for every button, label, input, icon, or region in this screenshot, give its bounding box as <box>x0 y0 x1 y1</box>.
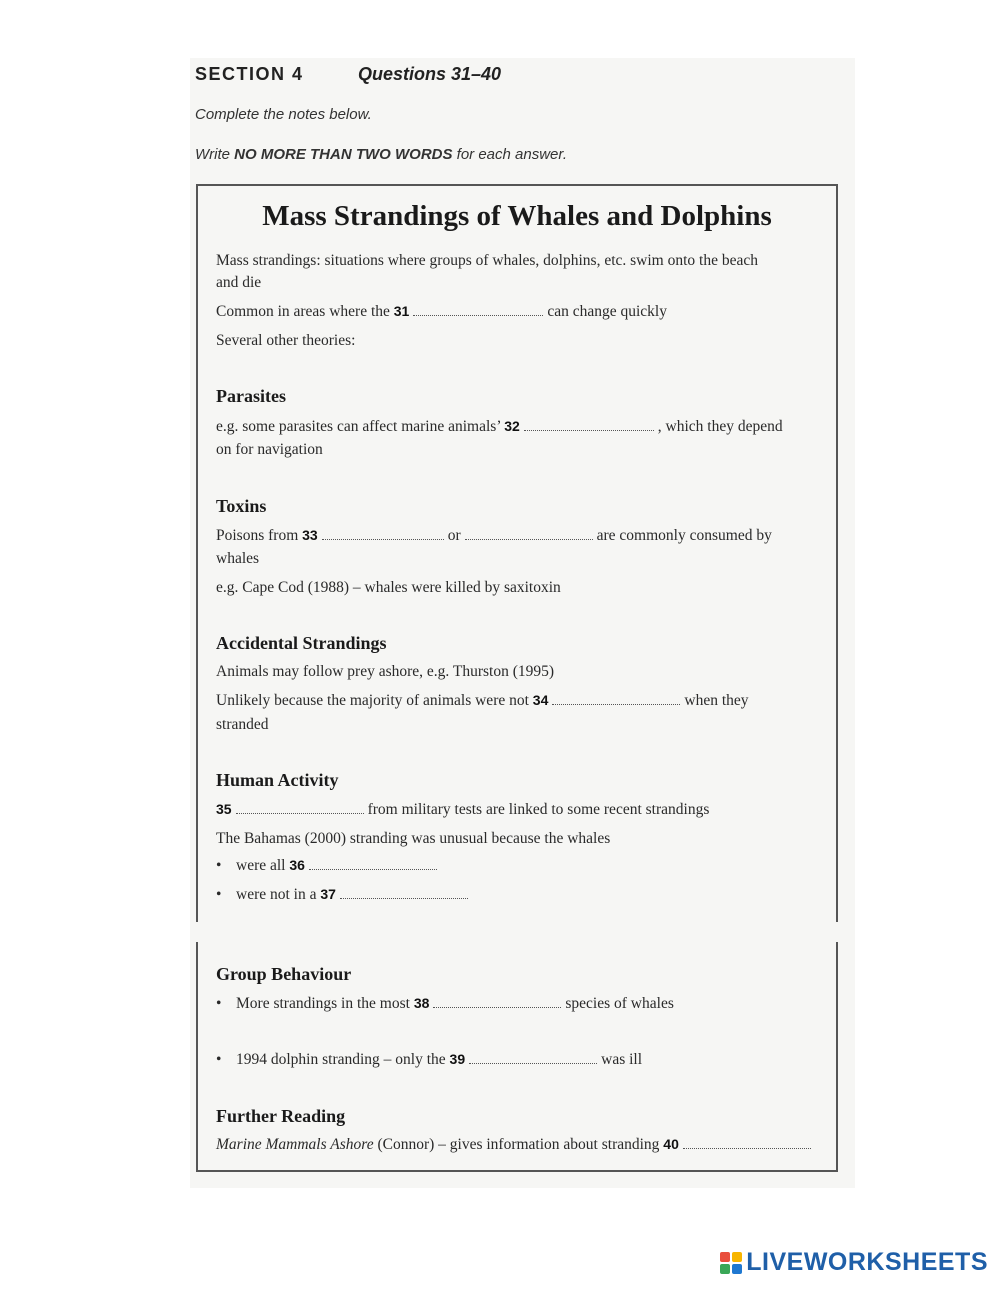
question-36-line: • were all 36 <box>216 857 441 875</box>
liveworksheets-logo-text: LIVEWORKSHEETS <box>746 1248 988 1276</box>
notes-title: Mass Strandings of Whales and Dolphins <box>262 200 772 232</box>
bullet: • <box>216 1051 222 1068</box>
instruction-word-limit: Write NO MORE THAN TWO WORDS for each answer. <box>195 146 567 163</box>
question-35-line: 35 from military tests are linked to some recent strandings <box>216 801 710 818</box>
question-number: 37 <box>320 886 336 902</box>
question-number: 31 <box>393 303 410 319</box>
intro-line-1: Mass strandings: situations where groups of whales, dolphins, etc. swim onto the beach <box>216 252 758 269</box>
question-39-line: • 1994 dolphin stranding – only the 39 was ill <box>216 1051 643 1068</box>
question-number: 35 <box>216 801 232 817</box>
question-38-line: • More strandings in the most 38 species of whales <box>216 995 674 1012</box>
question-34-line: Unlikely because the majority of animals were not 34 when they <box>216 692 749 709</box>
question-number: 33 <box>302 527 318 543</box>
heading-parasites: Parasites <box>216 386 286 406</box>
answer-blank-39[interactable] <box>469 1061 597 1064</box>
answer-blank-32[interactable] <box>524 428 654 431</box>
answer-blank-31[interactable] <box>413 313 543 316</box>
answer-blank-40[interactable] <box>683 1146 811 1149</box>
intro-line-4: Several other theories: <box>216 332 356 349</box>
answer-blank-33b[interactable] <box>465 537 593 540</box>
question-number: 40 <box>663 1136 679 1152</box>
heading-further-reading: Further Reading <box>216 1106 346 1126</box>
accidental-line-3: stranded <box>216 716 269 733</box>
liveworksheets-logo-icon <box>720 1252 742 1274</box>
answer-blank-34[interactable] <box>552 702 680 705</box>
question-number: 36 <box>289 857 305 873</box>
answer-blank-38[interactable] <box>433 1005 561 1008</box>
human-line-2: The Bahamas (2000) stranding was unusual because the whales <box>216 830 611 847</box>
section-label: SECTION 4 <box>195 64 304 84</box>
question-40-line: Marine Mammals Ashore (Connor) – gives information about stranding 40 <box>216 1136 815 1154</box>
heading-group-behaviour: Group Behaviour <box>216 964 352 984</box>
parasites-line-2: on for navigation <box>216 441 323 458</box>
answer-blank-33a[interactable] <box>322 537 444 540</box>
question-37-line: • were not in a 37 <box>216 886 472 904</box>
question-number: 39 <box>449 1051 466 1067</box>
bullet: • <box>216 857 222 874</box>
answer-blank-36[interactable] <box>309 867 437 870</box>
instruction-complete-notes: Complete the notes below. <box>195 106 372 123</box>
heading-human-activity: Human Activity <box>216 770 339 790</box>
accidental-line-1: Animals may follow prey ashore, e.g. Thurston (1995) <box>216 663 555 680</box>
liveworksheets-logo <box>720 1248 988 1277</box>
answer-blank-37[interactable] <box>340 896 468 899</box>
question-31-line: Common in areas where the 31 can change quickly <box>216 303 667 320</box>
toxins-line-2: whales <box>216 550 260 567</box>
question-number: 38 <box>413 995 430 1011</box>
question-32-line: e.g. some parasites can affect marine animals’ 32 , which they depend <box>216 418 783 435</box>
question-33-line: Poisons from 33 or are commonly consumed by <box>216 527 772 544</box>
answer-blank-35[interactable] <box>236 811 364 814</box>
heading-accidental-strandings: Accidental Strandings <box>216 633 387 653</box>
intro-line-2: and die <box>216 274 262 291</box>
bullet: • <box>216 886 222 903</box>
heading-toxins: Toxins <box>216 496 267 516</box>
question-number: 32 <box>504 418 520 434</box>
bullet: • <box>216 995 222 1012</box>
toxins-line-3: e.g. Cape Cod (1988) – whales were killed by saxitoxin <box>216 579 561 596</box>
question-number: 34 <box>532 692 549 708</box>
questions-range: Questions 31–40 <box>358 64 502 84</box>
